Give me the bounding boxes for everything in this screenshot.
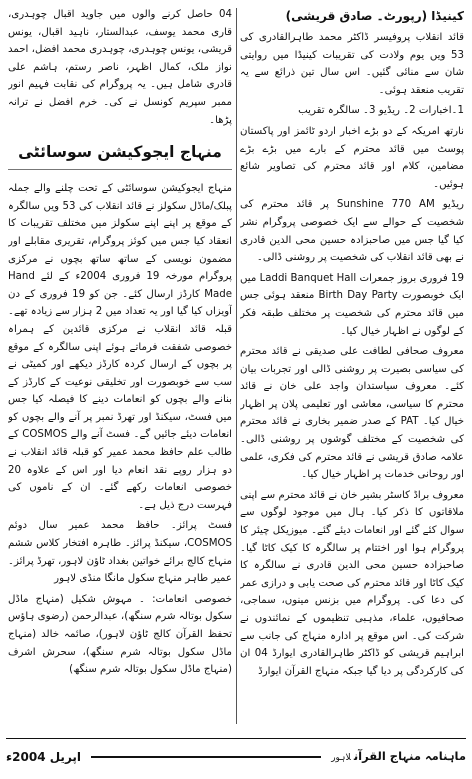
- column-divider: [236, 8, 237, 724]
- paragraph: منہاج ایجوکیشن سوسائٹی کے تحت چلنے والے جملہ پبلک/ماڈل سکولز نے قائد انقلاب کی 53 ویں سالگرہ کے موقع پر اپنے اپنے سکولز میں مختلف تقریبات کا انعقاد کیا جس میں کوئز پروگرام، تقریری مقابلے اور مضمون نویسی کے ساتھ ساتھ بچوں نے مرکزی پروگرام مورخہ 19 فروری 2004ء کے لئے Hand Made کارڈز ارسال کئے۔ جن کو 19 فروری کے دن آویزاں کیا گیا اور یہ تعداد میں 2 ہزار سے زیادہ تھے۔ قبلہ قائد انقلاب نے مرکزی قائدین کے ہمراہ خصوصی شفقت فرماتے ہوئے اپنی سالگرہ کے موقع پر بچوں کے ارسال کردہ کارڈز دیکھے اور کمیٹی نے سب سے خوبصورت اور تخلیقی نوعیت کے کارڈز کے بنانے والے بچوں کو انعامات دینے کا فیصلہ کیا جس میں فسٹ، سیکنڈ اور تھرڈ نمبر پر آنے والے بچوں کو انعامات دیئے جائیں گے۔ فسٹ آنے والے COSMOS کے طالب علم حافظ محمد عمیر کو قبلہ قائد انقلاب نے دو ہزار روپے نقد انعام دیا اور اس کے علاوہ 20 خصوصی انعامات رکھے گئے۔ ان کے ناموں کی فہرست درج ذیل ہے۔: [8, 183, 232, 511]
- left-column: [8, 6, 232, 728]
- right-column: [240, 6, 464, 728]
- paragraph: نارتھ امریکہ کے دو بڑے اخبار اردو ٹائمز اور پاکستان پوسٹ میں قائد محترم کے بارے میں بڑے بڑے مضامین، کلام اور قائد محترم کی تصاویر شائع ہوئیں۔: [240, 125, 464, 190]
- paragraph: 1۔اخبارات 2۔ ریڈیو 3۔ سالگرہ تقریب: [298, 105, 464, 117]
- paragraph: فسٹ پرائز۔ حافظ محمد عمیر سال دوئم COSMOS، سیکنڈ پرائز۔ طاہرہ افتخار کلاس ششم منہاج کالج برائے خواتین بغداد ٹاؤن لاہور، تھرڈ پرائز۔ عمیر طاہر منہاج سکول مانگا منڈی لاہور: [8, 520, 232, 585]
- page-footer: [6, 738, 466, 773]
- section-title: منہاج ایجوکیشن سوسائٹی: [8, 139, 232, 170]
- city-label: لاہور: [331, 753, 351, 763]
- paragraph: معروف براڈ کاسٹر بشیر خان نے قائد محترم سے اپنی ملاقاتوں کا ذکر کیا۔ ہال میں موجود لوگوں سے سوال کئے گئے اور انعامات دیئے گئے۔ میوزیکل چیئر کا پروگرام ہوا اور اختتام پر سالگرہ کا کیک کاٹا گیا۔ صاحبزادہ حسین محی الدین قادری نے سالگرہ کا کیک کاٹا اور قائد محترم کی صحت یابی و درازی عمر کی دعا کی۔ پروگرام میں بزنس مینوں، سماجی، صحافیوں، علماء، مذہبی تنظیموں کے نمائندوں نے شرکت کی۔ اس موقع پر ادارہ منہاج کی جانب سے ابراہیم قریشی کو ڈاکٹر طاہرالقادری ایوارڈ 04 ان کی کارکردگی پر دیا گیا جبکہ منہاج القرآن ایوارڈ: [240, 489, 464, 677]
- paragraph: خصوصی انعامات: ۔ مہوش شکیل (منہاج ماڈل سکول بوتالہ شرم سنگھ)، عبدالرحمن (رضوی ہاؤس تحفظ القرآن کالج ٹاؤن لاہور)، صائمہ خالد (منہاج ماڈل سکول بوتالہ شرم سنگھ)، سحرش اشرف (منہاج ماڈل سکول بوتالہ شرم سنگھ): [8, 593, 232, 676]
- paragraph: معروف صحافی لطافت علی صدیقی نے قائد محترم کی سیاسی بصیرت پر روشنی ڈالی اور تجربات بیان کئے۔ معروف سیاستدان واجد علی خان نے قائد محترم کا سیاسی، معاشی اور تعلیمی پلان پر اظہار خیال کیا۔ PAT کے صدر ضمیر بخاری نے قائد محترم کی شخصیت کے مختلف گوشوں پر روشنی ڈالی۔ علامہ صادق قریشی نے قائد محترم کی فکری، علمی اور روحانی خدمات پر اظہار خیال کیا۔: [240, 346, 464, 481]
- footer-divider: [91, 756, 321, 758]
- paragraph: قائد انقلاب پروفیسر ڈاکٹر محمد طاہرالقادری کی 53 ویں یوم ولادت کی تقریبات کینیڈا میں روایتی شان سے منائی گئیں۔ اس سال تین ذرائع سے یہ تقریب منعقد ہوئی۔: [240, 32, 464, 96]
- canada-report-headline: کینیڈا (رپورٹ۔ صادق قریشی): [285, 9, 464, 23]
- magazine-name: ماہنامہ منہاج القرآنلاہور: [331, 749, 466, 763]
- issue-date: اپریل 2004ء: [6, 750, 82, 764]
- paragraph: 19 فروری بروز جمعرات Laddi Banquet Hall میں ایک خوبصورت Birth Day Party منعقد ہوئی جس میں قائد محترم کی شخصیت پر مختلف طبقہ فکر کے لوگوں نے اظہار خیال کیا۔: [240, 272, 464, 337]
- paragraph: ریڈیو Sunshine 770 AM پر قائد محترم کی شخصیت کے حوالے سے ایک خصوصی پروگرام نشر کیا گیا جس میں صاحبزادہ حسین محی الدین قادری نے بھی قائد انقلاب کی شخصیت پر روشنی ڈالی۔: [240, 199, 464, 264]
- paragraph: 04 حاصل کرنے والوں میں جاوید اقبال چوہدری، قاری محمد یوسف، عبدالستار، ناہید اقبال، یونس قریشی، یونس چوہدری، چوہدری محمد افضل، احمد نواز ملک، کمال اظہر، ناصر رستم، ہاشم علی قادری شامل ہیں۔ یہ پروگرام کی نقابت فہیم انور ممبر سپریم کونسل نے کی۔ خرم افضل نے ترانہ پڑھا۔: [8, 9, 232, 126]
